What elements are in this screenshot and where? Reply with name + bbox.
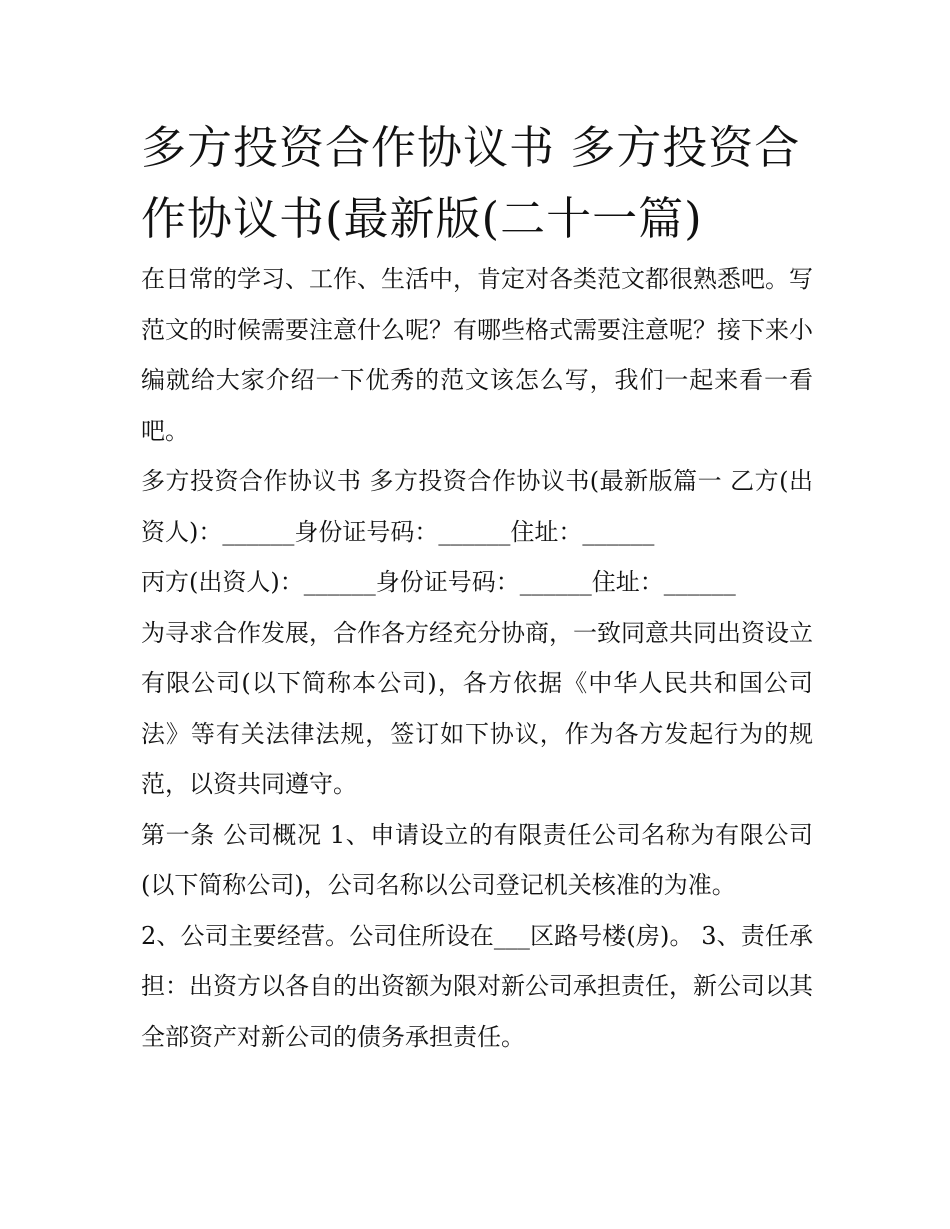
party-b-paragraph: 多方投资合作协议书 多方投资合作协议书(最新版篇一 乙方(出资人)：______身份证号码：______住址：______: [141, 467, 813, 546]
article-one-items-paragraph: 2、公司主要经营。公司住所设在___区路号楼(房)。 3、责任承担：出资方以各自的出资额为限对新公司承担责任，新公司以其全部资产对新公司的债务承担责任。: [141, 921, 813, 1051]
article-one-paragraph: 第一条 公司概况 1、申请设立的有限责任公司名称为有限公司(以下简称公司)，公司名称以公司登记机关核准的为准。: [141, 820, 813, 899]
party-c-paragraph: 丙方(出资人)：______身份证号码：______住址：______: [141, 568, 736, 596]
purpose-paragraph: 为寻求合作发展，合作各方经充分协商，一致同意共同出资设立有限公司(以下简称本公司)，各方依据《中华人民共和国公司法》等有关法律法规，签订如下协议，作为各方发起行为的规范，以资共同遵守。: [141, 618, 813, 798]
document-body: [141, 112, 813, 1062]
intro-paragraph: 在日常的学习、工作、生活中，肯定对各类范文都很熟悉吧。写范文的时候需要注意什么呢？有哪些格式需要注意呢？接下来小编就给大家介绍一下优秀的范文该怎么写，我们一起来看一看吧。: [141, 265, 813, 445]
document-title: 多方投资合作协议书 多方投资合作协议书(最新版(二十一篇): [141, 121, 801, 245]
